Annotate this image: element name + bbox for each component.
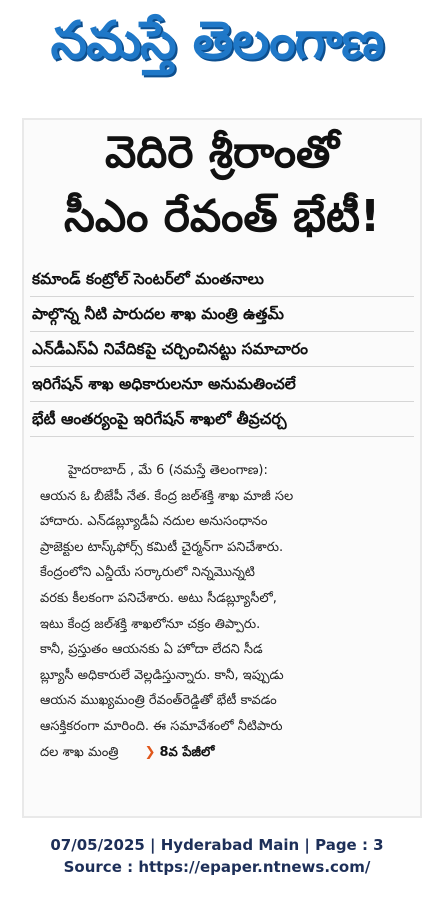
headline-line-2: సీఎం రేవంత్ భేటీ! — [63, 191, 381, 242]
article-body — [40, 458, 414, 765]
body-line: ఆసక్తికరంగా మారింది. ఈ సమావేశంలో నీటిపారు — [40, 718, 283, 734]
subheadings — [30, 262, 414, 437]
subheading: పాల్గొన్న నీటి పారుదల శాఖ మంత్రి ఉత్తమ్ — [30, 297, 414, 332]
body-line: కానీ, ప్రస్తుతం ఆయనకు ఏ హోదా లేదని సీడ — [40, 642, 263, 658]
body-line: ఇటు కేంద్ర జల్‌శక్తి శాఖలోనూ చక్రం తిప్పారు. — [40, 616, 261, 632]
body-line: ఆయన ముఖ్యమంత్రి రేవంత్‌రెడ్డితో భేటీ కావడం — [40, 693, 277, 709]
body-line: ప్రాజెక్టుల టాస్క్‌ఫోర్స్ కమిటీ చైర్మన్‌గా పనిచేశారు. — [40, 539, 284, 555]
body-line: ఆయన ఓ బీజేపీ నేత. కేంద్ర జల్‌శక్తి శాఖ మాజీ సల — [40, 488, 294, 504]
edition-info: 07/05/2025 | Hyderabad Main | Page : 3 — [50, 836, 384, 854]
body-line-last — [40, 740, 414, 766]
epaper-footer — [0, 834, 434, 878]
source-link[interactable]: Source : https://epaper.ntnews.com/ — [63, 858, 371, 876]
newspaper-logo: నమస్తే తెలంగాణ — [50, 10, 384, 71]
masthead — [0, 0, 434, 96]
subheading: ఇరిగేషన్ శాఖ అధికారులనూ అనుమతించలే — [30, 367, 414, 402]
subheading: కమాండ్ కంట్రోల్ సెంటర్‌లో మంతనాలు — [30, 262, 414, 297]
continued-on-page — [145, 740, 215, 766]
body-line: కేంద్రంలోని ఎన్డీయే సర్కారులో నిన్నమొన్నటి — [40, 565, 255, 581]
headline-line-1: వెదిరె శ్రీరాంతో — [105, 127, 339, 178]
body-line: బ్ల్యూసీ అధికారులే వెల్లడిస్తున్నారు. కానీ, ఇప్పుడు — [40, 667, 284, 683]
body-line: వరకు కీలకంగా పనిచేశారు. అటు సీడబ్ల్యూసీలో, — [40, 590, 277, 606]
body-line: హైదరాబాద్ , మే 6 (నమస్తే తెలంగాణ): — [68, 463, 268, 478]
body-line: హాదారు. ఎన్‌డబ్ల్యూడీఏ నదుల అనుసంధానం — [40, 514, 268, 530]
chevron-right-icon: ❯ — [144, 744, 156, 760]
body-line-text: దల శాఖ మంత్రి — [40, 744, 119, 760]
subheading: ఎన్‌డీఎస్ఏ నివేదికపై చర్చించినట్టు సమాచారం — [30, 332, 414, 367]
continued-label: 8వ పేజీలో — [159, 744, 215, 760]
article-headline — [24, 124, 420, 246]
subheading: భేటీ ఆంతర్యంపై ఇరిగేషన్ శాఖలో తీవ్రచర్చ — [30, 402, 414, 437]
